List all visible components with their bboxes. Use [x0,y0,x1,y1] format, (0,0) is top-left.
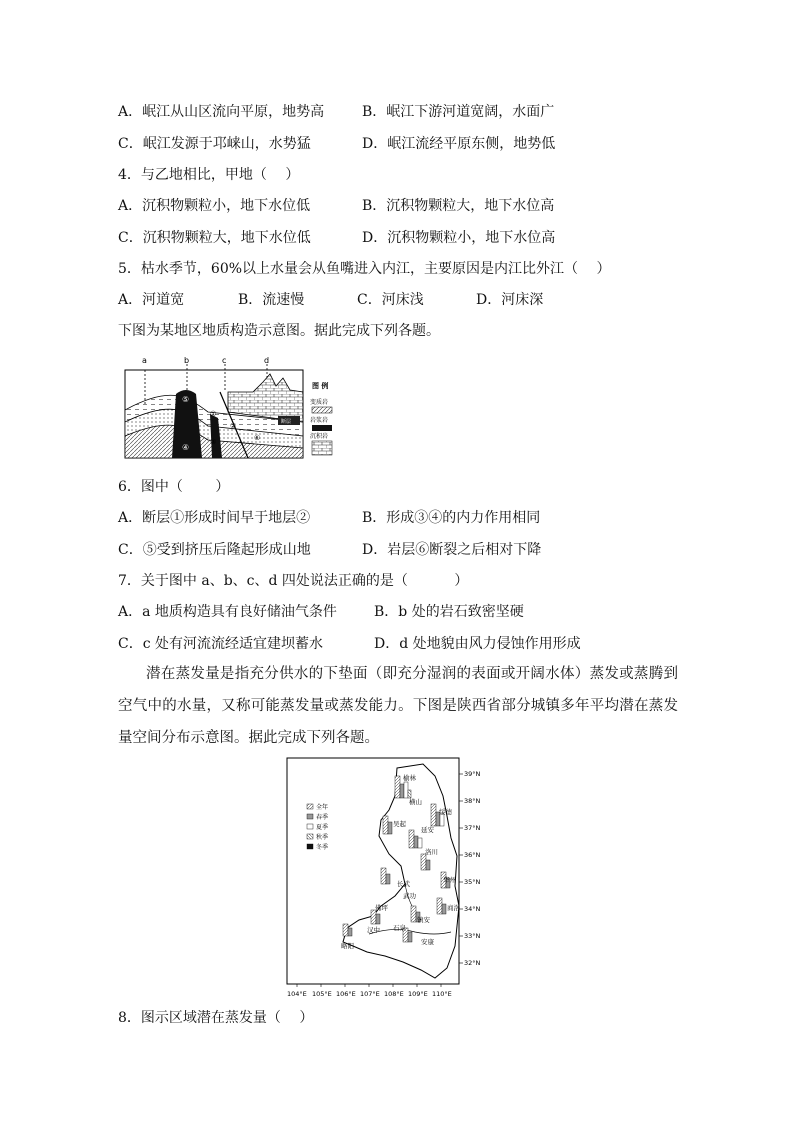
city-label-suide: 绥德 [439,808,452,816]
lon-label-106: 106°E [336,990,356,998]
q6-option-c: C．⑤受到挤压后隆起形成山地 [118,542,311,558]
lat-label-32: 32°N [464,959,481,967]
intro-geology: 下图为某地区地质构造示意图。据此完成下列各题。 [118,323,440,339]
city-label-changwu: 长武 [397,880,410,888]
city-label-wuqi: 吴起 [393,820,406,828]
geo-legend-title: 图 例 [312,382,329,390]
geo-legend-item-3: 沉积岩 [310,433,329,440]
geo-number-5: ⑤ [182,395,190,404]
q5-option-b: B．流速慢 [238,292,305,308]
city-label-huazhou: 华州 [443,876,456,884]
q5-option-c: C．河床浅 [357,292,424,308]
city-label-luochuan: 洛川 [425,848,438,856]
lat-label-39: 39°N [464,770,481,778]
map-legend-spring: 春季 [316,814,329,821]
q6-option-b: B．形成③④的内力作用相同 [362,510,541,526]
geo-number-6: ⑥ [254,434,261,442]
lon-label-107: 107°E [360,990,380,998]
city-label-lueyang: 略阳 [341,942,354,950]
city-label-foping: 佛坪 [375,904,388,912]
city-label-shangluo: 商洛 [447,904,460,912]
lon-label-104: 104°E [287,990,307,998]
geo-number-1: ① [210,410,217,418]
q5-stem: 5．枯水季节，60%以上水量会从鱼嘴进入内江，主要原因是内江比外江（ ） [118,261,611,277]
q6-option-d: D．岩层⑥断裂之后相对下降 [362,542,542,558]
map-legend-summer: 夏季 [316,824,329,831]
city-label-yanan: 延安 [421,826,434,834]
geo-label-d: d [264,356,270,365]
q7-option-c: C．c 处有河流流经适宜建坝蓄水 [118,636,324,652]
q4-option-d: D．沉积物颗粒小，地下水位高 [362,230,556,246]
lat-label-34: 34°N [464,905,481,913]
geo-number-4: ④ [182,443,190,452]
lat-label-33: 33°N [464,932,481,940]
city-label-shiquan: 石泉 [393,924,406,932]
geo-label-a: a [142,356,147,365]
geo-fault-label: 断层 [281,419,292,425]
q4-option-c: C．沉积物颗粒大，地下水位低 [118,230,311,246]
q7-option-d: D．d 处地貌由风力侵蚀作用形成 [374,636,581,652]
geo-number-2: ② [230,422,237,430]
geo-label-b: b [184,356,190,365]
q6-option-a: A．断层①形成时间早于地层② [118,510,311,526]
q7-option-b: B．b 处的岩石致密坚硬 [374,604,524,620]
city-label-ankang: 安康 [421,938,434,946]
q3-option-b: B．岷江下游河道宽阔，水面广 [362,104,555,120]
city-label-zhenan: 镇安 [417,916,430,924]
q4-option-b: B．沉积物颗粒大，地下水位高 [362,198,555,214]
q3-option-c: C．岷江发源于邛崃山，水势猛 [118,136,311,152]
q3-option-a: A．岷江从山区流向平原，地势高 [118,104,325,120]
q5-option-d: D．河床深 [476,292,544,308]
city-label-hanzhong: 汉中 [367,926,380,934]
lon-label-110: 110°E [432,990,452,998]
q4-stem: 4．与乙地相比，甲地（ ） [118,167,300,183]
lat-label-35: 35°N [464,878,481,886]
city-label-yulin: 榆林 [403,774,416,782]
city-label-wugong: 武功 [403,892,416,900]
intro-evaporation: 潜在蒸发量是指充分供水的下垫面（即充分湿润的表面或开阔水体）蒸发或蒸腾到空气中的水量，又称可能蒸发量或蒸发能力。下图是陕西省部分城镇多年平均潜在蒸发量空间分布示意图。据此完成下列各题。 [118,666,678,746]
lat-label-36: 36°N [464,851,481,859]
geo-legend-item-2: 岩浆岩 [310,417,329,424]
map-legend-autumn: 秋季 [316,834,329,841]
geo-legend-item-1: 变质岩 [310,399,329,406]
q3-option-d: D．岷江流经平原东侧，地势低 [362,136,556,152]
geo-label-c: c [222,356,227,365]
q4-option-a: A．沉积物颗粒小，地下水位低 [118,198,311,214]
geo-number-3: ③ [210,438,217,446]
map-legend-winter: 冬季 [316,844,329,851]
geology-cross-section-figure [118,352,340,462]
lat-label-38: 38°N [464,797,481,805]
map-legend-annual: 全年 [316,804,329,811]
q8-stem: 8．图示区域潜在蒸发量（ ） [118,1010,314,1026]
q7-stem: 7．关于图中 a、b、c、d 四处说法正确的是（ ） [118,573,469,589]
city-label-hengshan: 横山 [409,798,422,806]
lon-label-108: 108°E [384,990,404,998]
shaanxi-evaporation-map-figure [285,756,499,1000]
lon-label-105: 105°E [312,990,332,998]
q6-stem: 6．图中（ ） [118,479,230,495]
q7-option-a: A．a 地质构造具有良好储油气条件 [118,604,337,620]
lat-label-37: 37°N [464,824,481,832]
lon-label-109: 109°E [408,990,428,998]
q5-option-a: A．河道宽 [118,292,185,308]
